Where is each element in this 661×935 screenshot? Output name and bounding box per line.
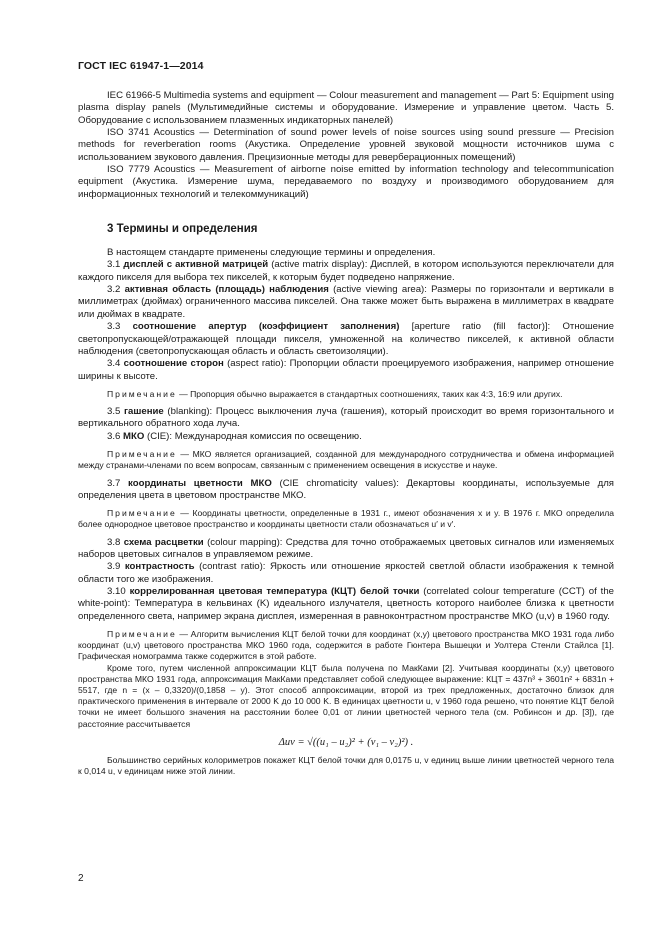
term-3-2-name: активная область (площадь) наблюдения bbox=[124, 284, 329, 296]
term-3-9: 3.9 контрастность (contrast ratio): Яркость или отношение яркостей светлой области изображения к темной области того же изображения. bbox=[78, 561, 614, 585]
note-3-6: Примечание — МКО является организацией, созданной для международного сотрудничества и обмена информацией между странами-членами по всем вопросам, связанным с применением освещения в искусстве и науке. bbox=[78, 449, 614, 471]
term-3-7-name: координаты цветности МКО bbox=[128, 477, 272, 489]
term-3-1: 3.1 дисплей с активной матрицей (active matrix display): Дисплей, в котором используются переключатели для каждого пикселя для выбора тех пикселей, к которым будет подведено напряжение. bbox=[78, 259, 615, 283]
term-3-3-name: соотношение апертур (коэффициент заполнения) bbox=[132, 321, 400, 333]
term-3-5: 3.5 гашение (blanking): Процесс выключения луча (гашения), который происходит во время горизонтального и вертикального обратного хода луча. bbox=[78, 406, 614, 430]
term-3-10: 3.10 коррелированная цветовая температура (КЦТ) белой точки (correlated colour temperature (CCT) of the white-point): Температура в кельвинах (K) идеального излучателя, цветность которого наиболее близка к цветности определенного света, например экрана дисплея, измеренная в равноконтрастном пространстве МКО (u,v) в 1960 году. bbox=[78, 585, 614, 622]
term-3-5-name: гашение bbox=[124, 406, 164, 418]
term-3-7: 3.7 координаты цветности МКО (CIE chromaticity values): Декартовы координаты, используемые для определения цвета в цветовом пространстве МКО. bbox=[78, 477, 614, 501]
section-intro: В настоящем стандарте применены следующие термины и определения. bbox=[107, 247, 436, 259]
term-3-6-name: МКО bbox=[123, 430, 145, 442]
term-3-9-name: контрастность bbox=[124, 561, 195, 573]
note-3-10-approximation: Кроме того, путем численной аппроксимации КЦТ была получена по МакКами [2]. Учитывая координаты (x,y) цветового пространства МКО 1931 года, аппроксимация МакКами представляет собой следующее выражение: КЦТ = 437n³ + 3601n² + 6831n + 5517, где n = (x – 0,3320)/(0,1858 – y). Этот способ аппроксимации, второй из трех предложенных, достаточно близок для практического применения в интервале от 2000 K до 10 000 K. В единицах цветности u, v 1960 года решено, что понятие КЦТ белой точки не имеет большого значения на расстоянии более 0,01 от линии цветностей черного тела (см. Робинсон и др. [3]), где расстояние рассчитывается bbox=[78, 662, 614, 729]
note-3-4: Примечание — Пропорция обычно выражается в стандартных соотношениях, таких как 4:3, 16:9 или других. bbox=[107, 388, 563, 399]
section-title: 3 Термины и определения bbox=[107, 223, 258, 236]
term-3-2: 3.2 активная область (площадь) наблюдения (active viewing area): Размеры по горизонтали и вертикали в миллиметрах (дюймах) ограниченного массива пикселей. Она также может быть выражена в миллиметрах в квадрате или дюймах в квадрате. bbox=[78, 284, 614, 320]
term-3-4: 3.4 соотношение сторон (aspect ratio): Пропорции области проецируемого изображения, например отношение ширины к высоте. bbox=[78, 358, 614, 382]
reference-iso-7779: ISO 7779 Acoustics — Measurement of airborne noise emitted by information technology and telecommunication equipment (Акустика. Измерение шума, передаваемого по воздуху и производимого оборудованием для информационных технологий и телекоммуникаций) bbox=[78, 164, 614, 200]
term-3-8: 3.8 схема расцветки (colour mapping): Средства для точно отображаемых цветовых сигналов или изменяемых наборов цветовых сигналов в управляемом режиме. bbox=[78, 536, 615, 560]
term-3-10-name: коррелированная цветовая температура (КЦТ) белой точки bbox=[129, 585, 420, 597]
term-3-1-name: дисплей с активной матрицей bbox=[123, 259, 269, 271]
term-3-4-name: соотношение сторон bbox=[123, 358, 224, 370]
note-3-10: Примечание — Алгоритм вычисления КЦТ белой точки для координат (x,y) цветового пространства МКО 1931 года либо координат (u,v) цветового пространства МКО 1960 года, содержится в работе Гюнтера Вышецки и Уолтера Стенли Стайлса [1]. Графическая номограмма также содержится в этой работе. bbox=[78, 629, 614, 662]
reference-iec-61966-5: IEC 61966-5 Multimedia systems and equipment — Colour measurement and management — Part 5: Equipment using plasma display panels (Мультимедийные системы и оборудование. Измерение и управление цветом. Часть 5. Оборудование с использованием плазменных индикаторных панелей) bbox=[78, 90, 614, 126]
document-header: ГОСТ IEC 61947-1—2014 bbox=[78, 60, 204, 72]
note-3-10-colorimeters: Большинство серийных колориметров покажет КЦТ белой точки для 0,0175 u, v единиц выше линии цветностей черного тела к 0,014 u, v единицам ниже этой линии. bbox=[78, 754, 614, 777]
term-3-8-name: схема расцветки bbox=[123, 536, 204, 548]
note-3-7: Примечание — Координаты цветности, определенные в 1931 г., имеют обозначения x и y. В 1976 г. МКО определила более однородное цветовое пространство и координаты цветности стали обозначаться u′ и v′. bbox=[78, 508, 614, 530]
term-3-3: 3.3 соотношение апертур (коэффициент заполнения) [aperture ratio (fill factor)]: Отношение светопропускающей/отражающей площади пикселя, умноженной на количество пикселей, к активной области наблюдения (светопропускающая область и область светоизоляции). bbox=[78, 321, 614, 357]
delta-uv-formula: Δuv = √((u₁ – u₂)² + (v₁ – v₂)²) . bbox=[278, 736, 414, 748]
reference-iso-3741: ISO 3741 Acoustics — Determination of sound power levels of noise sources using sound pressure — Precision methods for reverberation rooms (Акустика. Определение уровней звуковой мощности источников шума с использованием звукового давления. Прецизионные методы для реверберационных помещений) bbox=[78, 127, 614, 163]
term-3-6: 3.6 МКО (CIE): Международная комиссия по освещению. bbox=[107, 430, 362, 442]
page-content bbox=[78, 90, 614, 777]
page-number: 2 bbox=[78, 873, 84, 884]
